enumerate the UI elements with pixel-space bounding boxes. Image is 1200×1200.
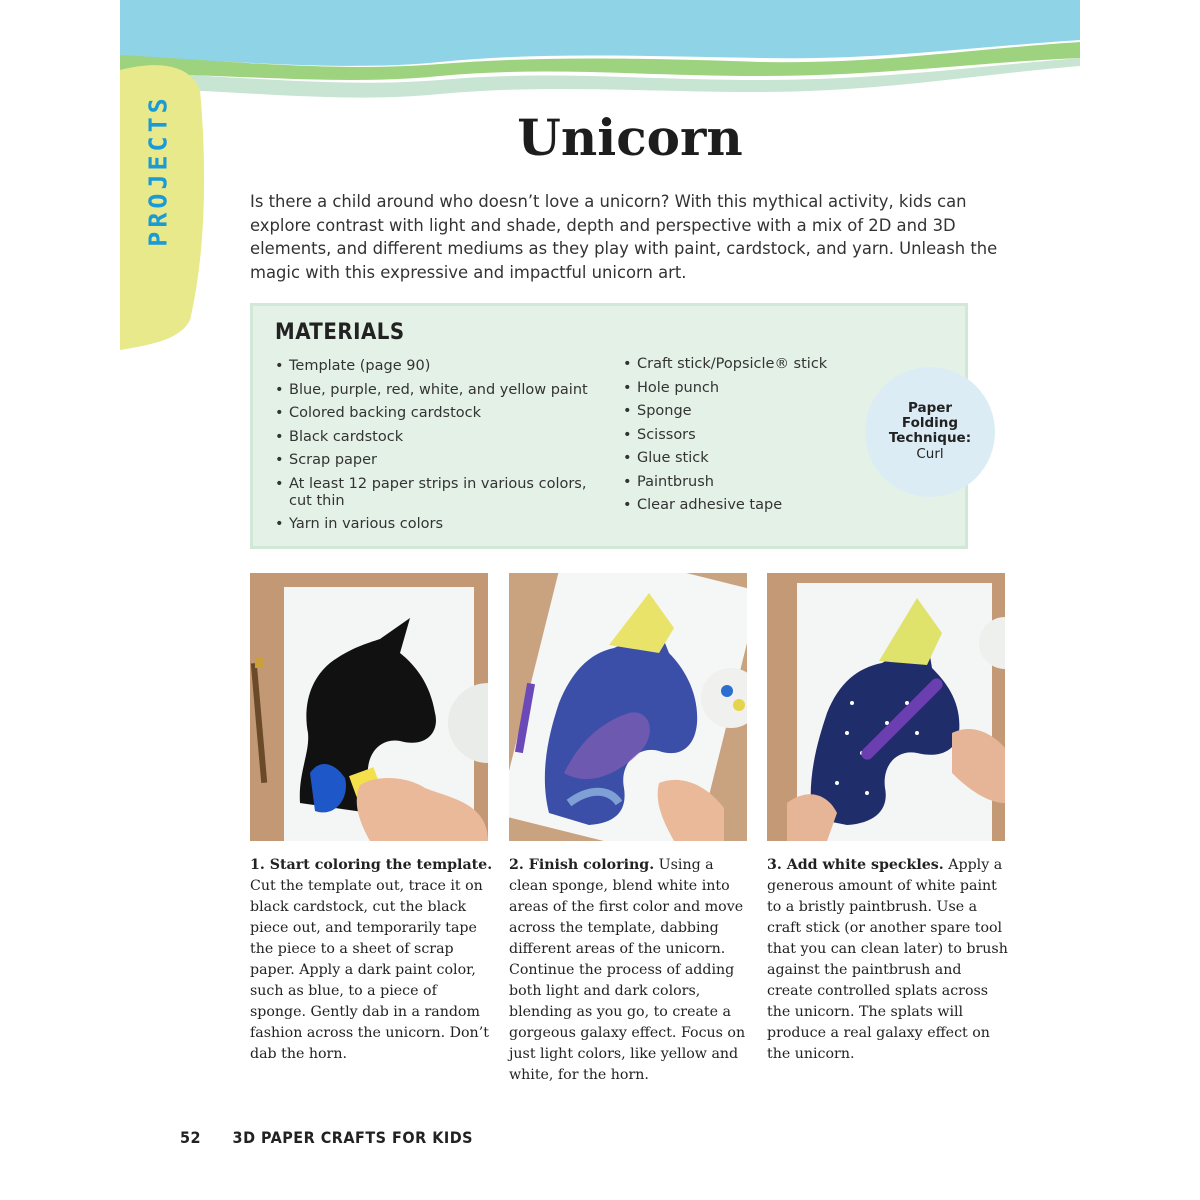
material-item: • Paintbrush	[623, 474, 943, 491]
step-1-text	[250, 855, 494, 1065]
step-1-photo	[250, 573, 488, 841]
intro-paragraph: Is there a child around who doesn’t love a unicorn? With this mythical activity, kids can explore contrast with light and shade, depth and perspective with a mix of 2D and 3D elements, and different mediums as they play with paint, cardstock, and yarn. Unleash the magic with this expressive and impactful unicorn art.	[250, 192, 998, 282]
page-title: Unicorn	[517, 108, 743, 167]
material-item: • Scrap paper	[275, 452, 595, 469]
materials-box	[250, 303, 968, 549]
technique-label-line: Technique:	[888, 430, 972, 446]
material-item: • Yarn in various colors	[275, 516, 595, 533]
step-3-photo	[767, 573, 1005, 841]
step-title: 2. Finish coloring.	[509, 857, 655, 873]
step-3-text	[767, 855, 1011, 1065]
technique-value: Curl	[916, 446, 944, 462]
step-2-photo	[509, 573, 747, 841]
material-item: • Template (page 90)	[275, 358, 595, 375]
step-title: 3. Add white speckles.	[767, 857, 944, 873]
section-tab-label: PROJECTS	[143, 93, 173, 247]
step-body: Apply a generous amount of white paint to a bristly paintbrush. Use a craft stick (or another spare tool that you can clean later) to brush against the paintbrush and create controlled splats across the unicorn. The splats will produce a real galaxy effect on the unicorn.	[767, 857, 1008, 1062]
technique-label-line: Folding	[901, 415, 959, 431]
materials-list-left	[275, 358, 595, 540]
material-item: • Blue, purple, red, white, and yellow paint	[275, 382, 595, 399]
material-item: • At least 12 paper strips in various colors, cut thin	[275, 476, 589, 510]
material-item: • Black cardstock	[275, 429, 595, 446]
material-item: • Scissors	[623, 427, 943, 444]
section-tab	[128, 95, 188, 245]
material-item: • Colored backing cardstock	[275, 405, 595, 422]
step-2-text	[509, 855, 753, 1086]
technique-label-line: Paper	[907, 400, 953, 416]
step-body: Using a clean sponge, blend white into areas of the first color and move across the template, dabbing different areas of the unicorn. Continue the process of adding both light and dark colors, blending as you go, to create a gorgeous galaxy effect. Focus on just light colors, like yellow and white, for the horn.	[509, 857, 746, 1083]
material-item: • Sponge	[623, 403, 943, 420]
material-item: • Glue stick	[623, 450, 943, 467]
technique-badge	[865, 367, 995, 497]
page-number: 52	[180, 1128, 202, 1147]
step-body: Cut the template out, trace it on black cardstock, cut the black piece out, and temporarily tape the piece to a sheet of scrap paper. Apply a dark paint color, such as blue, to a piece of sponge. Gently dab in a random fashion across the unicorn. Don’t dab the horn.	[250, 878, 489, 1062]
header-wave-decoration	[120, 0, 1080, 120]
page-footer	[180, 1128, 473, 1147]
material-item: • Hole punch	[623, 380, 943, 397]
step-title: 1. Start coloring the template.	[250, 857, 493, 873]
book-title: 3D PAPER CRAFTS FOR KIDS	[232, 1128, 474, 1147]
materials-heading: MATERIALS	[275, 320, 405, 345]
book-page	[120, 0, 1080, 1200]
material-item: • Clear adhesive tape	[623, 497, 943, 514]
material-item: • Craft stick/Popsicle® stick	[623, 356, 943, 373]
